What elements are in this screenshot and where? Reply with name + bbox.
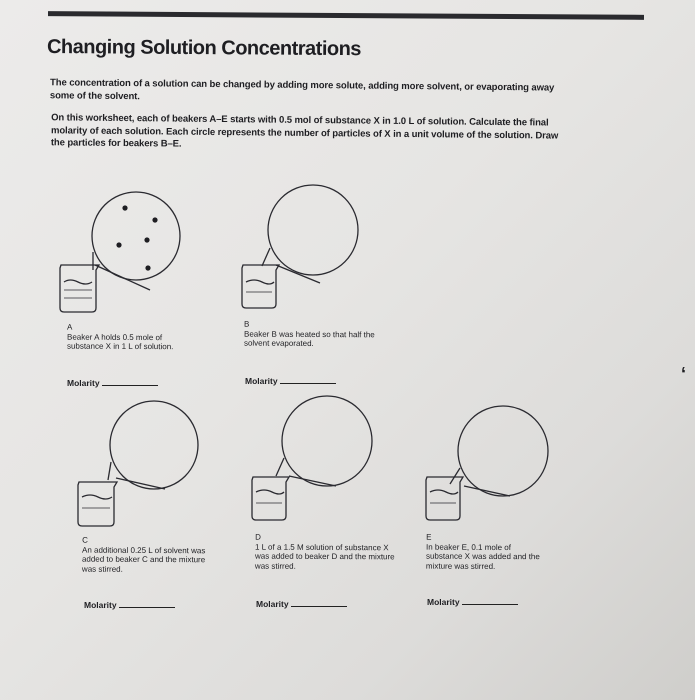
molarity-d [256,599,347,609]
answer-blank[interactable] [102,382,158,386]
particles-a [116,205,157,270]
caption-b [244,320,394,349]
margin-mark: ‘ [681,364,687,384]
intro-paragraph-2: On this worksheet, each of beakers A–E starts with 0.5 mol of substance X in 1.0 L of solution. Calculate the final molarity of each solution. Each circle represents the number of particles of X in a unit volume of the solution. Draw the particles for beakers B–E. [50,112,559,150]
intro-paragraph-1: The concentration of a solution can be changed by adding more solute, adding more solvent, or evaporating away some of the solvent. [49,77,555,102]
molarity-c [84,600,175,610]
answer-blank[interactable] [462,601,518,605]
caption-text: 1 L of a 1.5 M solution of substance X was added to beaker D and the mixture was stirred. [254,542,395,571]
beaker-e [426,477,463,520]
molarity-label: Molarity [256,599,289,609]
molarity-label: Molarity [67,378,100,388]
particle-circle-e [450,406,548,496]
answer-blank[interactable] [119,604,175,608]
molarity-a [67,378,158,388]
molarity-label: Molarity [245,376,278,386]
beaker-b [242,265,279,308]
caption-text: Beaker B was heated so that half the solvent evaporated. [243,329,375,348]
caption-text: In beaker E, 0.1 mole of substance X was added and the mixture was stirred. [425,542,540,571]
beaker-d [252,477,289,520]
answer-blank[interactable] [291,603,347,607]
beaker-letter: D [255,532,261,542]
answer-blank[interactable] [280,380,336,384]
molarity-label: Molarity [84,600,117,610]
molarity-label: Molarity [427,597,460,607]
molarity-e [427,597,518,607]
caption-text: An additional 0.25 L of solvent was added to beaker C and the mixture was stirred. [81,545,206,574]
caption-d [255,533,405,572]
beaker-a [60,265,99,312]
caption-text: Beaker A holds 0.5 mole of substance X in 1 L of solution. [66,332,174,352]
beaker-letter: C [82,535,88,545]
particle-circle-c [108,401,198,489]
page-title: Changing Solution Concentrations [46,36,362,61]
caption-e [426,533,576,572]
particle-circle-a [92,192,180,290]
beaker-c [78,482,117,526]
caption-a [67,323,217,352]
particle-circle-d [276,396,372,486]
caption-c [82,536,232,575]
beaker-letter: B [244,319,250,329]
beaker-letter: E [426,532,432,542]
beaker-letter: A [67,322,73,332]
molarity-b [245,376,336,386]
